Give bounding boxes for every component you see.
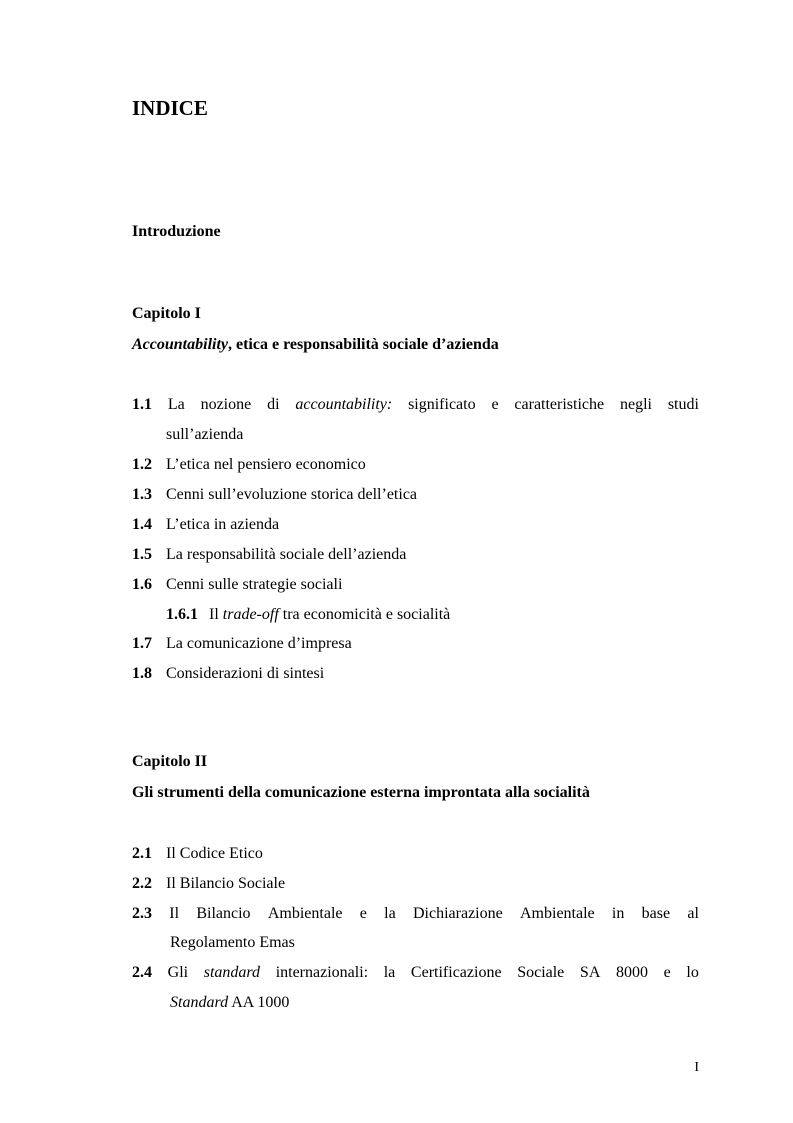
section-number: 2.4: [132, 964, 152, 981]
chapter-2-label: Capitolo II: [132, 753, 208, 770]
word: al: [687, 905, 699, 922]
toc-entry-2-4-continuation: [170, 992, 289, 1014]
section-number: 1.2: [132, 456, 152, 473]
toc-entry-1-1: [132, 394, 699, 416]
toc-entry-1-7: [132, 633, 699, 655]
word: internazionali:: [275, 964, 369, 981]
toc-entry-2-3-continuation: Regolamento Emas: [170, 934, 295, 951]
word: la: [383, 964, 396, 981]
word: e: [359, 905, 367, 922]
word: Sociale: [517, 964, 565, 981]
word: nozione: [200, 396, 252, 413]
section-title: Cenni sull’evoluzione storica dell’etica: [166, 486, 418, 503]
toc-entry-1-4: [132, 514, 699, 536]
toc-entry-2-3: [132, 903, 699, 925]
section-title-post: tra economicità e socialità: [282, 606, 451, 623]
section-number: 1.6.1: [166, 606, 198, 623]
toc-entry-2-1: [132, 843, 699, 865]
toc-entry-1-5: [132, 544, 699, 566]
word: negli: [619, 396, 652, 413]
toc-entry-2-4: [132, 962, 699, 984]
word: lo: [686, 964, 699, 981]
section-number: 1.1: [132, 396, 152, 413]
section-title: Cenni sulle strategie sociali: [166, 576, 343, 593]
section-number: 2.1: [132, 845, 152, 862]
section-number: 2.3: [132, 905, 152, 922]
word: Ambientale: [267, 905, 343, 922]
word-emphasis: standard: [203, 964, 261, 981]
toc-entry-1-6: [132, 574, 699, 596]
toc-entry-1-1-continuation: sull’azienda: [166, 426, 244, 443]
page-number: I: [694, 1060, 699, 1075]
section-title: La comunicazione d’impresa: [166, 635, 352, 652]
toc-entry-1-6-1: [166, 604, 450, 626]
chapter-1-title-emphasis: Accountability: [132, 336, 228, 353]
page-title: INDICE: [132, 96, 208, 120]
chapter-1-title-rest: , etica e responsabilità sociale d’azienda: [228, 336, 499, 353]
chapter-1-label: Capitolo I: [132, 305, 201, 322]
word: Certificazione: [410, 964, 502, 981]
section-number: 1.8: [132, 665, 152, 682]
word: di: [267, 396, 280, 413]
section-number: 1.7: [132, 635, 152, 652]
section-title: Il Bilancio Sociale: [166, 875, 286, 892]
section-number: 1.6: [132, 576, 152, 593]
toc-entry-1-8: [132, 663, 699, 685]
word: e: [663, 964, 671, 981]
section-title: Il Codice Etico: [166, 845, 263, 862]
word: caratteristiche: [514, 396, 605, 413]
chapter-2-title: Gli strumenti della comunicazione esterna improntata alla socialità: [132, 784, 590, 801]
section-title: L’etica in azienda: [166, 516, 280, 533]
section-title: La responsabilità sociale dell’azienda: [166, 546, 407, 563]
section-number: 2.2: [132, 875, 152, 892]
word: Bilancio: [196, 905, 251, 922]
chapter-1-title: [132, 336, 499, 354]
toc-entry-1-3: [132, 484, 699, 506]
word: Il: [169, 905, 180, 922]
word: SA: [579, 964, 601, 981]
section-title: L’etica nel pensiero economico: [166, 456, 366, 473]
word: e: [491, 396, 499, 413]
word: studi: [667, 396, 699, 413]
word-emphasis: accountability:: [295, 396, 393, 413]
word: Dichiarazione: [412, 905, 503, 922]
word: base: [641, 905, 671, 922]
continuation-emphasis: Standard: [170, 994, 229, 1011]
word: significato: [408, 396, 476, 413]
section-number: 1.4: [132, 516, 152, 533]
word: la: [384, 905, 396, 922]
word: La: [167, 396, 185, 413]
section-number: 1.5: [132, 546, 152, 563]
toc-entry-2-2: [132, 873, 699, 895]
word: Gli: [167, 964, 189, 981]
word: in: [611, 905, 625, 922]
word: Ambientale: [520, 905, 595, 922]
continuation-rest: AA 1000: [228, 994, 290, 1011]
section-number: 1.3: [132, 486, 152, 503]
section-title: Considerazioni di sintesi: [166, 665, 325, 682]
toc-entry-1-2: [132, 454, 699, 476]
section-title-emphasis: trade-off: [222, 606, 279, 623]
introduction-heading: Introduzione: [132, 223, 221, 240]
word: 8000: [616, 964, 649, 981]
section-title-pre: Il: [209, 606, 219, 623]
